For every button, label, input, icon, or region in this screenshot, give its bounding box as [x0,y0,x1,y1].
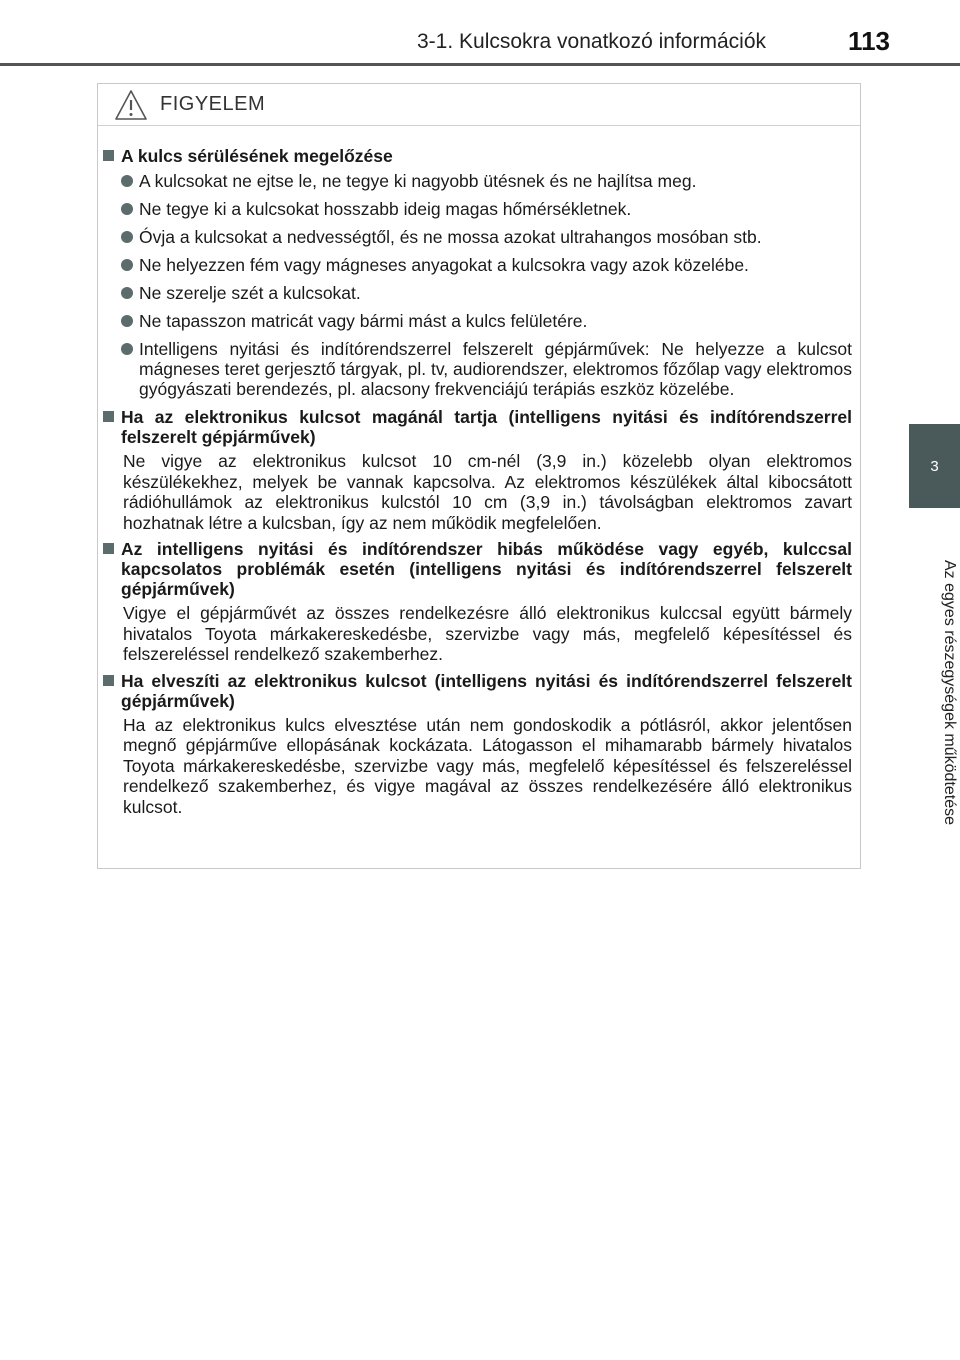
running-header: 3-1. Kulcsokra vonatkozó információk [417,30,766,53]
section-heading: Ha elveszíti az elektronikus kulcsot (intelligens nyitási és indítórendszerrel felszerelt gépjárművek) [103,671,852,711]
square-bullet-icon [103,675,114,686]
list-item: Óvja a kulcsokat a nedvességtől, és ne mossa azokat ultrahangos mosóban stb. [103,227,852,247]
section-key-damage [103,146,852,399]
round-bullet-icon [121,315,133,327]
list-item: Ne szerelje szét a kulcsokat. [103,283,852,303]
header-divider [0,63,960,66]
section-malfunction [103,539,852,665]
section-heading: A kulcs sérülésének megelőzése [103,146,852,166]
section-paragraph: Ha az elektronikus kulcs elvesztése után nem gondoskodik a pótlásról, akkor jelentősen megnő gépjárműve ellopásának kockázata. Látogasson el mihamarabb bármely hivatalos Toyota márkakereskedésbe, szervizbe vagy más, megfelelő képesítéssel és felszereléssel rendelkező szakemberhez, és vigye magával az összes rendelkezésére álló elektronikus kulcsot. [123,714,852,817]
square-bullet-icon [103,411,114,422]
round-bullet-icon [121,231,133,243]
section-heading: Az intelligens nyitási és indítórendszer hibás működése vagy egyéb, kulccsal kapcsolatos problémák esetén (intelligens nyitási és indítórendszerrel felszerelt gépjárművek) [103,539,852,599]
section-heading: Ha az elektronikus kulcsot magánál tartja (intelligens nyitási és indítórendszerrel felszerelt gépjárművek) [103,407,852,447]
round-bullet-icon [121,175,133,187]
list-item: Intelligens nyitási és indítórendszerrel felszerelt gépjárművek: Ne helyezze a kulcsot mágneses teret gerjesztő tárgyak, pl. tv, audiorendszer, elektromos főzőlap vagy elektromos gyógyászati berendezés, pl. alacsony frekvenciájú terápiás eszköz közelébe. [103,339,852,399]
warning-body [98,126,860,817]
warning-title: FIGYELEM [160,93,266,115]
list-item: Ne tapasszon matricát vagy bármi mást a kulcs felületére. [103,311,852,331]
round-bullet-icon [121,203,133,215]
list-item: Ne helyezzen fém vagy mágneses anyagokat a kulcsokra vagy azok közelébe. [103,255,852,275]
chapter-tab [909,424,960,508]
list-item: A kulcsokat ne ejtse le, ne tegye ki nagyobb ütésnek és ne hajlítsa meg. [103,171,852,191]
square-bullet-icon [103,150,114,161]
chapter-number: 3 [930,457,939,475]
round-bullet-icon [121,343,133,355]
square-bullet-icon [103,543,114,554]
section-paragraph: Vigye el gépjárművét az összes rendelkezésre álló elektronikus kulccsal együtt bármely hivatalos Toyota márkakereskedésbe, szervizbe vagy más, megfelelő képesítéssel és felszereléssel rendelkező szakemberhez. [123,603,852,664]
chapter-label: Az egyes részegységek működtetése [941,560,958,826]
round-bullet-icon [121,259,133,271]
section-paragraph: Ne vigye az elektronikus kulcsot 10 cm-nél (3,9 in.) közelebb olyan elektromos készülékekhez, melyek be vannak kapcsolva. Az elektromos készülékek által kibocsátott rádióhullámok az elektronikus kulcstól 10 cm (3,9 in.) távolságban elektromos zavart hozhatnak létre a kulcsban, így az nem működik megfelelően. [123,451,852,533]
list-item: Ne tegye ki a kulcsokat hosszabb ideig magas hőmérsékletnek. [103,199,852,219]
round-bullet-icon [121,287,133,299]
warning-box [97,83,861,869]
warning-header [98,84,860,126]
section-carrying-key [103,407,852,533]
page-number: 113 [848,26,890,56]
warning-triangle-icon [114,89,148,121]
section-lost-key [103,671,852,818]
